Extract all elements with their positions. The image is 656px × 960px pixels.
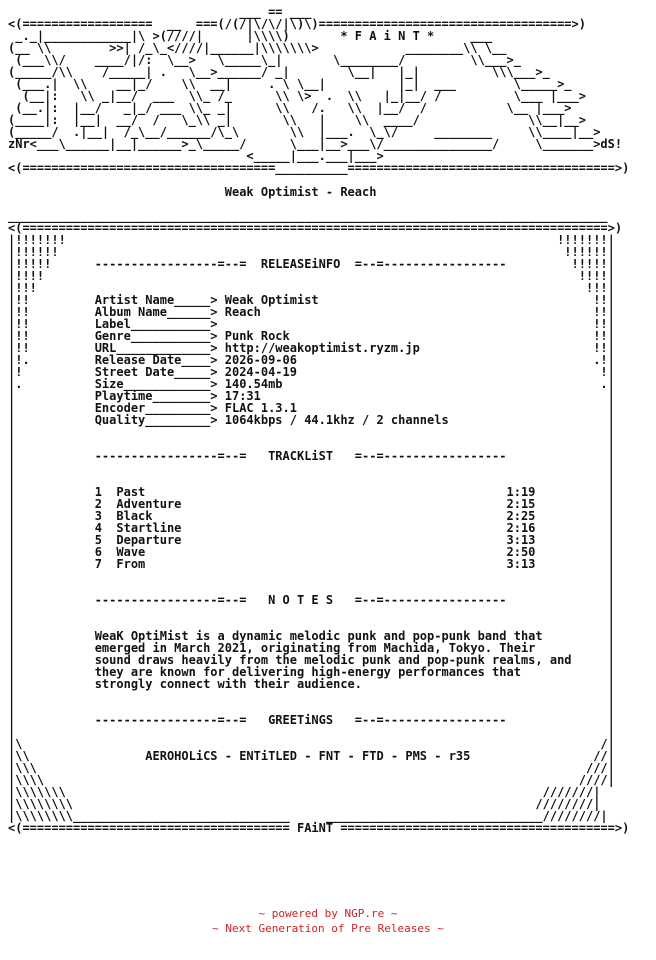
nfo-line: | -----------------=--= N O T E S =--=----------------- | — [8, 593, 615, 607]
nfo-line: |\ /| — [8, 737, 615, 751]
nfo-line: | | — [8, 437, 615, 451]
nfo-line: | | — [8, 725, 615, 739]
nfo-line: |\\\\\\\\ ////////| — [8, 797, 601, 811]
nfo-line: <(===================================== FAiNT ======================================>) — [8, 821, 630, 835]
nfo-line: | 4 Startline 2:16 | — [8, 521, 615, 535]
nfo-line: |. Size____________> 140.54mb .| — [8, 377, 615, 391]
nfo-line: (__ \\ >>| /_\_<////|______|\\\\\\\> ________\\ \__ — [8, 41, 507, 55]
nfo-line: |\\ AEROHOLiCS - ENTiTLED - FNT - FTD - PMS - r35 //| — [8, 749, 615, 763]
nfo-line: |!! Album Name______> Reach !!| — [8, 305, 615, 319]
nfo-line: (_____/\\ /_____| . \__>______/ _| \__| |_| \\\___>_ — [8, 65, 550, 79]
nfo-line: | | — [8, 581, 615, 595]
nfo-line: | | — [8, 605, 615, 619]
nfo-line: | 1 Past 1:19 | — [8, 485, 615, 499]
nfo-line: | | — [8, 689, 615, 703]
nfo-line: <_____|___.___|___> — [8, 149, 384, 163]
nfo-line: (__|: \\ _|__/ ___ \\_ /_ \\ \> . \\ |_|__/ / \___ |___> — [8, 89, 586, 103]
nfo-line: | WeaK OptiMist is a dynamic melodic punk and pop-punk band that | — [8, 629, 615, 643]
nfo-line: | Quality_________> 1064kbps / 44.1khz / 2 channels | — [8, 413, 615, 427]
nfo-line: | 6 Wave 2:50 | — [8, 545, 615, 559]
nfo-line: _._|____________|\ >(////| |\\\\) * F A i N T * ___ — [8, 29, 493, 43]
nfo-line: ___ == ___ — [8, 5, 312, 19]
nfo-line: | Playtime________> 17:31 | — [8, 389, 615, 403]
nfo-line: | -----------------=--= GREETiNGS =--=----------------- | — [8, 713, 615, 727]
nfo-line: |!!! !!!| — [8, 281, 615, 295]
nfo-line: |!!!!! -----------------=--= RELEASEiNFO =--=----------------- !!!!!| — [8, 257, 615, 271]
nfo-line: zNr<___\______|__|______>_\_____/ \___|__>___\/_______________/ \_______>dS! — [8, 137, 623, 151]
nfo-line: | emerged in March 2021, originating from Machida, Tokyo. Their | — [8, 641, 615, 655]
nfo-line: |\\\\\\\\______________________________ ______________________________////////| — [8, 809, 608, 823]
nfo-line: Weak Optimist - Reach — [8, 185, 377, 199]
nfo-line: <(=================================================================================>) — [8, 221, 623, 235]
nfo-line: |! Street Date_____> 2024-04-19 !| — [8, 365, 615, 379]
nfo-line: <(===================================__________=====================================>) — [8, 161, 630, 175]
nfo-line: | -----------------=--= TRACKLiST =--=----------------- | — [8, 449, 615, 463]
nfo-line: | | — [8, 569, 615, 583]
nfo-line: | Encoder_________> FLAC 1.3.1 | — [8, 401, 615, 415]
nfo-line: | | — [8, 473, 615, 487]
nfo-line: |!! URL_____________> http://weakoptimist.ryzm.jp !!| — [8, 341, 615, 355]
nfo-line: |!!!!!!! !!!!!!!| — [8, 233, 615, 247]
nfo-line: (___\\/ ____/|/: \__> \_____\_| \________/ \\___>_ — [8, 53, 521, 67]
nfo-line: |\\\\\\\ ///////| — [8, 785, 601, 799]
nfo-line: |!! Artist Name_____> Weak Optimist !!| — [8, 293, 615, 307]
nfo-line: (____|: |__| __/ / \_\\ _| \\ | \\ ____/ \\__|__> — [8, 113, 586, 127]
nfo-line: |\\\\ ////| — [8, 773, 615, 787]
nfo-line: |\\\ ///| — [8, 761, 615, 775]
nfo-line: | 5 Departure 3:13 | — [8, 533, 615, 547]
nfo-line: |!!!! !!!!| — [8, 269, 615, 283]
tagline-text: ~ Next Generation of Pre Releases ~ — [212, 922, 444, 935]
nfo-line: (__.|: |__/ _|_/ ___ \\_ _| \\ /. \\ |__/ / \__ |___> — [8, 101, 572, 115]
nfo-line: | | — [8, 701, 615, 715]
nfo-text — [8, 6, 629, 834]
nfo-line: | 7 From 3:13 | — [8, 557, 615, 571]
footer — [0, 906, 656, 936]
nfo-line: | 3 Black 2:25 | — [8, 509, 615, 523]
nfo-line: | | — [8, 425, 615, 439]
nfo-line: | they are known for delivering high-energy performances that | — [8, 665, 615, 679]
nfo-line: <(================== __ ===(/(/|\/\/|\)\)===================================>) — [8, 17, 586, 31]
nfo-line: ___________________________________________________________________________________ — [8, 209, 608, 223]
nfo-line: |!! Label___________> !!| — [8, 317, 615, 331]
nfo-line: | sound draws heavily from the melodic punk and pop-punk realms, and | — [8, 653, 615, 667]
powered-by-text: ~ powered by NGP.re ~ — [258, 907, 398, 920]
nfo-line: | | — [8, 461, 615, 475]
nfo-line: |!! Genre___________> Punk Rock !!| — [8, 329, 615, 343]
nfo-line: | 2 Adventure 2:15 | — [8, 497, 615, 511]
nfo-line: |!!!!!! !!!!!!| — [8, 245, 615, 259]
nfo-line: (___.| \\ __|_/ \\ __| . \ \__| |_| ___ \_____>_ — [8, 77, 572, 91]
nfo-line: |!. Release Date____> 2026-09-06 .!| — [8, 353, 615, 367]
nfo-line: (_____/ .|__| /_\__/______/\_\ \\ |___. \_\/ ________ \\____|__> — [8, 125, 601, 139]
nfo-line: | | — [8, 617, 615, 631]
nfo-line: | strongly connect with their audience. | — [8, 677, 615, 691]
